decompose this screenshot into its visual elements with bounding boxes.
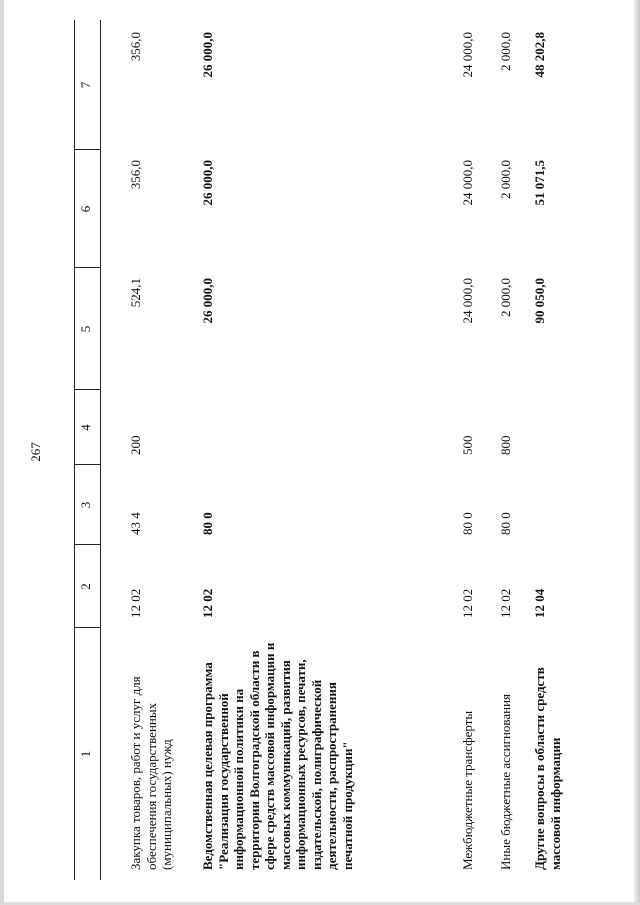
- row-value-5: 2 000,0: [498, 278, 513, 317]
- row-target-code: 43 4: [128, 512, 143, 535]
- column-header-3: 3: [78, 501, 93, 509]
- row-name: Закупка товаров, работ и услуг для обеспечения государственных (муниципальных) нужд: [128, 676, 174, 870]
- row-expense-type: 500: [460, 435, 475, 455]
- row-section-code: 12 02: [128, 588, 143, 618]
- row-target-code: 80 0: [200, 512, 215, 535]
- row-section-code: 12 02: [460, 588, 475, 618]
- row-value-5: 90 050,0: [532, 278, 547, 324]
- row-target-code: 80 0: [498, 512, 513, 535]
- row-value-6: 26 000,0: [200, 160, 215, 206]
- row-value-7: 26 000,0: [200, 32, 215, 78]
- column-header-6: 6: [78, 205, 93, 213]
- row-value-7: 48 202,8: [532, 32, 547, 78]
- row-name: Другие вопросы в области средств массовой информации: [532, 667, 563, 870]
- column-header-7: 7: [78, 81, 93, 89]
- header-rule-bottom: [100, 20, 101, 880]
- column-header-1: 1: [78, 750, 93, 758]
- scan-edge-right: [634, 0, 640, 905]
- row-target-code: 80 0: [460, 512, 475, 535]
- row-value-5: 26 000,0: [200, 278, 215, 324]
- row-value-7: 24 000,0: [460, 32, 475, 78]
- row-section-code: 12 02: [498, 588, 513, 618]
- row-value-5: 24 000,0: [460, 278, 475, 324]
- row-expense-type: 800: [498, 435, 513, 455]
- row-expense-type: 200: [128, 435, 143, 455]
- column-header-2: 2: [78, 583, 93, 590]
- row-value-6: 356,0: [128, 160, 143, 190]
- row-name: Межбюджетные трансферты: [460, 710, 475, 870]
- row-value-5: 524,1: [128, 278, 143, 308]
- scan-edge-left: [0, 0, 4, 905]
- row-value-6: 2 000,0: [498, 160, 513, 199]
- row-name: Иные бюджетные ассигнования: [498, 693, 513, 870]
- row-value-6: 51 071,5: [532, 160, 547, 206]
- row-section-code: 12 04: [532, 588, 547, 618]
- row-value-6: 24 000,0: [460, 160, 475, 206]
- column-header-5: 5: [78, 325, 93, 333]
- row-name: Ведомственная целевая программа "Реализация государственной информационной политики на территории Волгоградской области в сфере средств массовой информации и массовых коммуникаций, развития информационных ресурсов, печати, издательской, полиграфической деятельности, распространения печатной продукции": [200, 642, 355, 870]
- page-number: 267: [28, 442, 43, 462]
- row-section-code: 12 02: [200, 588, 215, 618]
- column-header-4: 4: [78, 424, 93, 431]
- row-value-7: 356,0: [128, 32, 143, 62]
- budget-table: [60, 20, 630, 880]
- row-value-7: 2 000,0: [498, 32, 513, 71]
